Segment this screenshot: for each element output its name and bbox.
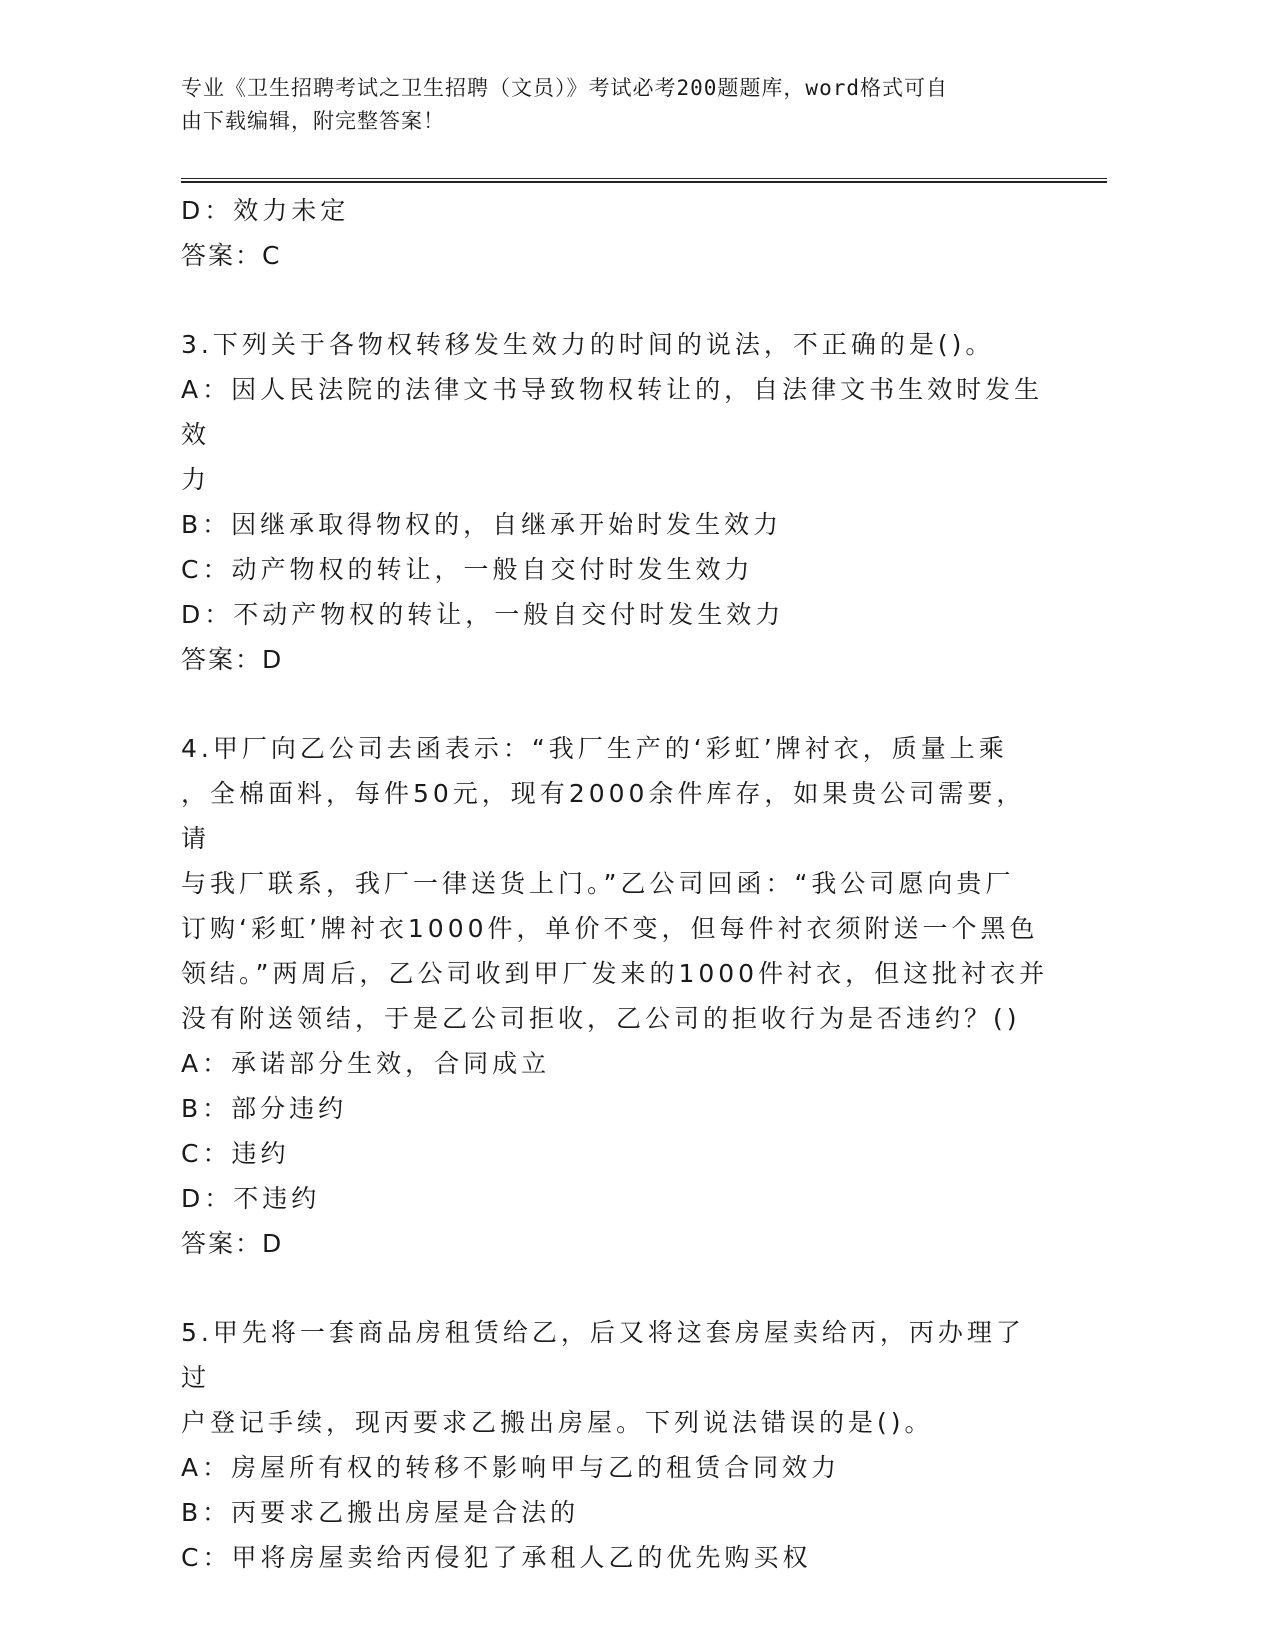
spacer [181,682,1051,726]
document-header [181,72,1031,138]
option-c: C：动产物权的转让，一般自交付时发生效力 [181,555,754,584]
question-stem: 4.甲厂向乙公司去函表示：“我厂生产的‘彩虹’牌衬衣，质量上乘 [181,734,1008,763]
previous-question-tail [181,188,1051,278]
document-body [181,188,1051,1580]
option-d: D：不动产物权的转让，一般自交付时发生效力 [181,600,785,629]
option-c: C：甲将房屋卖给丙侵犯了承租人乙的优先购买权 [181,1543,812,1572]
spacer [181,1266,1051,1310]
question-stem: ，全棉面料，每件50元，现有2000余件库存，如果贵公司需要，请 [181,779,1026,853]
question-stem: 3.下列关于各物权转移发生效力的时间的说法，不正确的是()。 [181,330,995,359]
question-stem: 没有附送领结，于是乙公司拒收，乙公司的拒收行为是否违约？() [181,1004,1021,1033]
option-a: A：因人民法院的法律文书导致物权转让的，自法律文书生效时发生效 [181,375,1044,449]
option-b: B：丙要求乙搬出房屋是合法的 [181,1498,580,1527]
answer: 答案：D [181,645,284,674]
option-a: A：承诺部分生效，合同成立 [181,1049,551,1078]
question-stem: 5.甲先将一套商品房租赁给乙，后又将这套房屋卖给丙，丙办理了过 [181,1318,1025,1392]
option-b: B：因继承取得物权的，自继承开始时发生效力 [181,510,783,539]
answer: 答案：C [181,241,282,270]
question-3 [181,322,1051,682]
answer: 答案：D [181,1229,284,1258]
option-d: D：不违约 [181,1184,321,1213]
option-c: C：违约 [181,1139,290,1168]
option-d: D：效力未定 [181,196,350,225]
question-stem: 户登记手续，现丙要求乙搬出房屋。下列说法错误的是()。 [181,1408,934,1437]
question-stem: 与我厂联系，我厂一律送货上门。”乙公司回函：“我公司愿向贵厂 [181,869,1015,898]
header-line-1: 专业《卫生招聘考试之卫生招聘（文员）》考试必考200题题库，word格式可自 [181,76,948,100]
option-b: B：部分违约 [181,1094,348,1123]
question-4 [181,726,1051,1266]
spacer [181,278,1051,322]
option-a: A：房屋所有权的转移不影响甲与乙的租赁合同效力 [181,1453,841,1482]
header-line-2: 由下载编辑，附完整答案！ [181,109,445,133]
question-5 [181,1310,1051,1580]
question-stem: 领结。”两周后，乙公司收到甲厂发来的1000件衬衣，但这批衬衣并 [181,959,1049,988]
question-stem: 订购‘彩虹’牌衬衣1000件，单价不变，但每件衬衣须附送一个黑色 [181,914,1039,943]
header-divider [181,178,1107,183]
option-a-continued: 力 [181,465,211,494]
